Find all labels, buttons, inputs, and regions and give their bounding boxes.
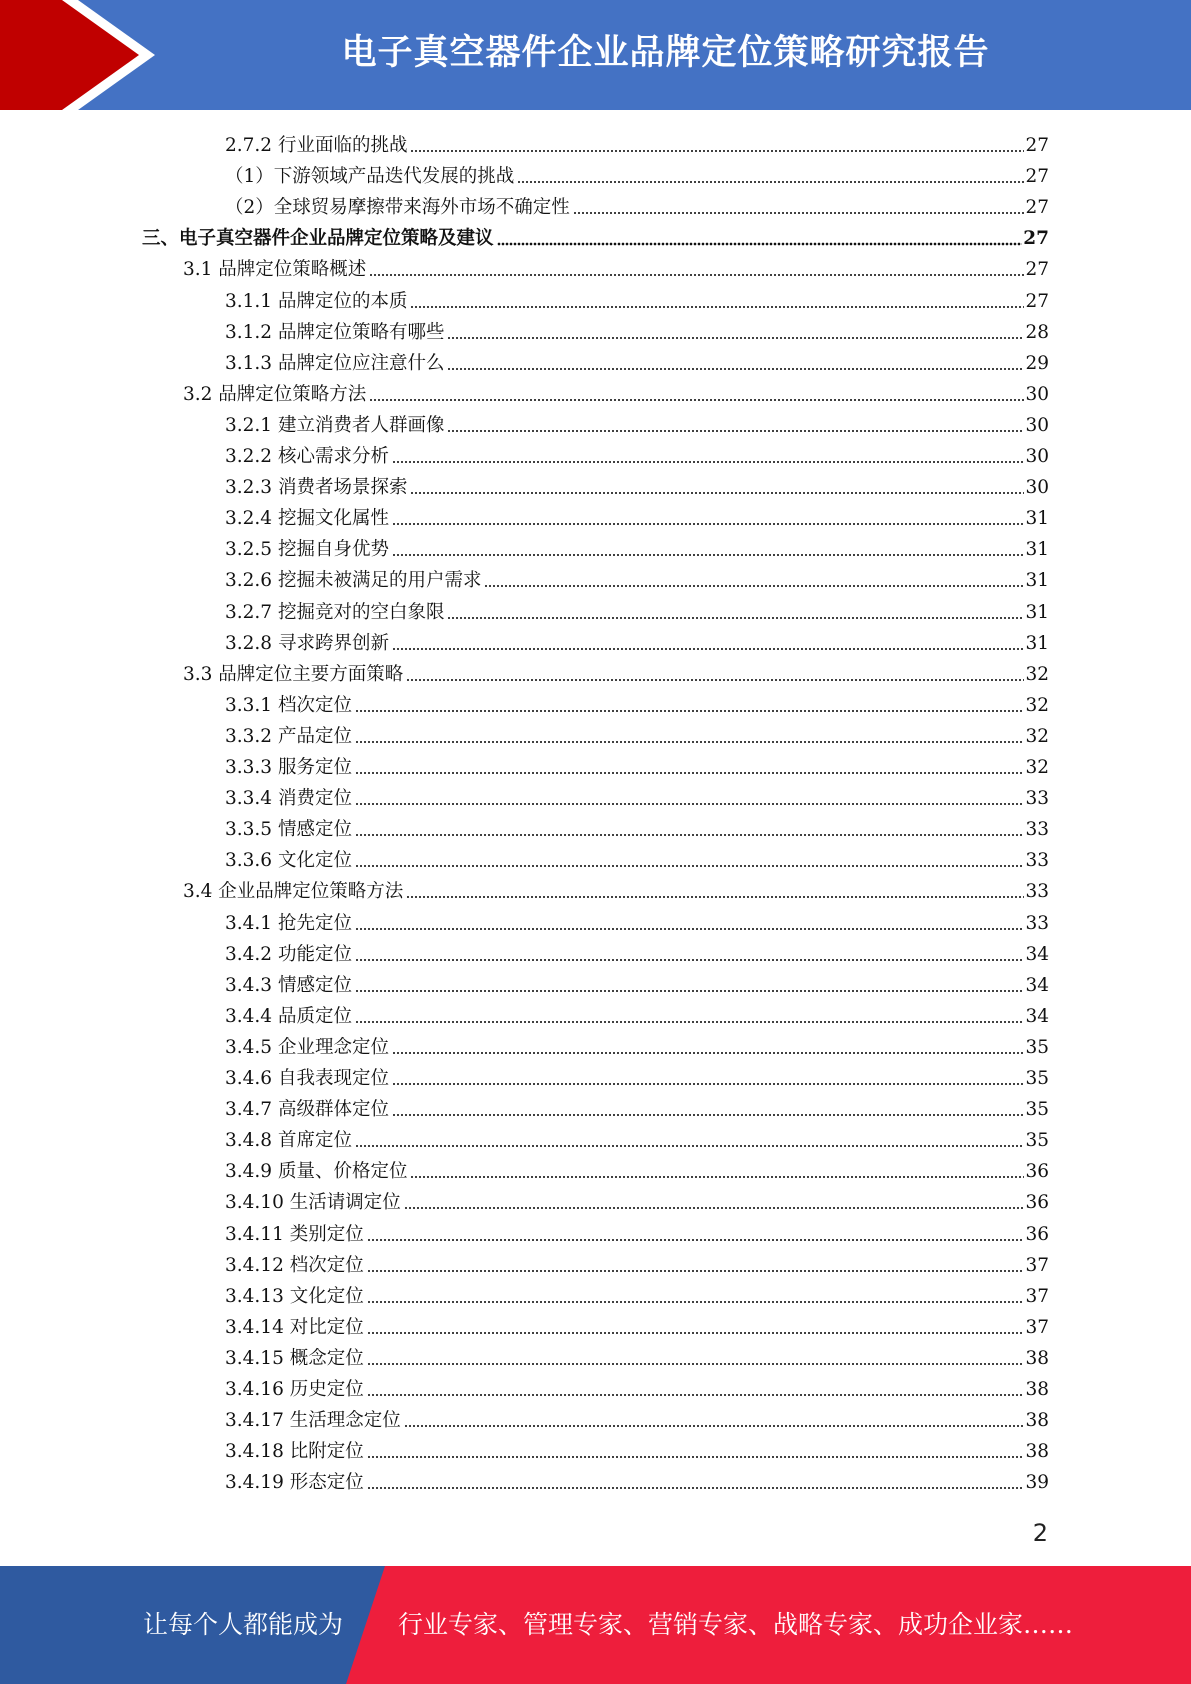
toc-entry-page: 39 <box>1025 1472 1049 1494</box>
toc-dot-leader <box>367 1267 1025 1273</box>
toc-dot-leader <box>355 707 1025 713</box>
toc-dot-leader <box>392 1049 1024 1055</box>
footer-slogan-right: 行业专家、管理专家、营销专家、战略专家、成功企业家…… <box>398 1610 1074 1639</box>
toc-entry-page: 32 <box>1025 663 1049 685</box>
toc-dot-leader <box>497 240 1023 246</box>
toc-dot-leader <box>410 489 1024 495</box>
toc-entry[interactable] <box>225 562 1049 593</box>
toc-dot-leader <box>447 334 1024 340</box>
toc-entry-page: 35 <box>1025 1068 1049 1089</box>
toc-dot-leader <box>392 520 1024 526</box>
toc-entry-label: 3.3 品牌定位主要方面策略 <box>183 663 404 685</box>
toc-entry-page: 34 <box>1025 1005 1049 1027</box>
toc-entry-page: 27 <box>1025 259 1049 281</box>
toc-entry-label: 3.4.9 质量、价格定位 <box>225 1161 408 1183</box>
toc-dot-leader <box>447 365 1024 371</box>
toc-dot-leader <box>367 1298 1025 1304</box>
toc-dot-leader <box>404 1204 1025 1210</box>
toc-entry-page: 36 <box>1025 1192 1049 1214</box>
toc-entry-page: 30 <box>1025 477 1049 499</box>
toc-entry-page: 30 <box>1025 383 1049 405</box>
toc-entry[interactable] <box>225 1309 1049 1340</box>
footer-slogan-left: 让每个人都能成为 <box>143 1610 344 1639</box>
toc-entry-label: 3.2 品牌定位策略方法 <box>183 383 367 405</box>
toc-entry-page: 35 <box>1025 1099 1049 1121</box>
toc-entry[interactable] <box>225 1122 1049 1153</box>
toc-dot-leader <box>392 645 1024 651</box>
toc-entry-page: 33 <box>1025 912 1049 934</box>
toc-entry[interactable] <box>225 1340 1049 1371</box>
toc-entry-page: 31 <box>1025 508 1049 530</box>
toc-dot-leader <box>367 1236 1025 1242</box>
toc-entry-label: 3.3.3 服务定位 <box>225 757 352 778</box>
toc-entry[interactable] <box>225 345 1049 376</box>
toc-entry-label: （1）下游领域产品迭代发展的挑战 <box>225 166 515 188</box>
toc-entry-label: 3.4.7 高级群体定位 <box>225 1099 389 1121</box>
toc-entry-label: 3.4 企业品牌定位策略方法 <box>183 881 404 903</box>
toc-entry-page: 33 <box>1025 850 1049 872</box>
toc-entry[interactable] <box>225 1278 1049 1309</box>
toc-entry-label: 3.2.1 建立消费者人群画像 <box>225 414 445 436</box>
toc-entry-page: 27 <box>1025 197 1049 219</box>
toc-entry[interactable] <box>225 967 1049 998</box>
toc-dot-leader <box>447 614 1024 620</box>
toc-entry-label: 3.4.12 档次定位 <box>225 1254 364 1276</box>
toc-entry[interactable] <box>225 905 1049 936</box>
toc-entry[interactable] <box>142 220 1049 251</box>
toc-entry[interactable] <box>225 1433 1049 1464</box>
toc-entry[interactable] <box>225 1402 1049 1433</box>
toc-entry-page: 32 <box>1025 694 1049 716</box>
toc-entry[interactable] <box>225 500 1049 531</box>
toc-entry[interactable] <box>225 1153 1049 1184</box>
toc-entry-page: 36 <box>1025 1161 1049 1183</box>
toc-entry-label: 3.2.3 消费者场景探索 <box>225 477 408 499</box>
toc-entry[interactable] <box>183 873 1049 904</box>
toc-entry-page: 32 <box>1025 725 1049 747</box>
toc-entry-label: 3.3.4 消费定位 <box>225 788 352 810</box>
toc-dot-leader <box>355 862 1025 868</box>
toc-dot-leader <box>369 271 1024 277</box>
toc-entry-label: 3.1.1 品牌定位的本质 <box>225 290 408 312</box>
toc-entry-label: 3.3.6 文化定位 <box>225 850 352 872</box>
toc-entry[interactable] <box>225 998 1049 1029</box>
toc-entry[interactable] <box>225 811 1049 842</box>
toc-entry-label: 3.2.2 核心需求分析 <box>225 446 389 467</box>
toc-entry-label: 3.4.13 文化定位 <box>225 1285 364 1307</box>
toc-entry-page: 30 <box>1025 446 1049 467</box>
toc-entry-page: 38 <box>1025 1379 1049 1400</box>
toc-entry[interactable] <box>225 718 1049 749</box>
toc-entry-label: 3.4.17 生活理念定位 <box>225 1410 401 1432</box>
toc-dot-leader <box>355 769 1025 775</box>
toc-entry-label: 3.4.10 生活请调定位 <box>225 1192 401 1214</box>
toc-entry-page: 34 <box>1025 974 1049 996</box>
toc-entry[interactable] <box>225 1464 1049 1495</box>
toc-entry-page: 32 <box>1025 757 1049 778</box>
toc-entry-page: 31 <box>1025 539 1049 561</box>
toc-dot-leader <box>367 1360 1025 1366</box>
toc-dot-leader <box>369 396 1024 402</box>
toc-dot-leader <box>355 1018 1025 1024</box>
toc-entry[interactable] <box>225 625 1049 656</box>
toc-entry-page: 36 <box>1025 1223 1049 1245</box>
toc-entry[interactable] <box>225 469 1049 500</box>
toc-entry[interactable] <box>225 314 1049 345</box>
toc-dot-leader <box>367 1391 1025 1397</box>
toc-entry-label: 3.1 品牌定位策略概述 <box>183 259 367 281</box>
toc-dot-leader <box>410 303 1024 309</box>
toc-entry-page: 31 <box>1025 570 1049 592</box>
toc-entry-page: 37 <box>1025 1254 1049 1276</box>
toc-entry[interactable] <box>225 189 1049 220</box>
toc-entry[interactable] <box>225 936 1049 967</box>
toc-entry-page: 31 <box>1025 632 1049 654</box>
toc-entry-label: 3.2.6 挖掘未被满足的用户需求 <box>225 570 482 592</box>
toc-entry-label: 3.4.6 自我表现定位 <box>225 1068 389 1089</box>
toc-entry[interactable] <box>225 1060 1049 1091</box>
toc-entry[interactable] <box>225 780 1049 811</box>
toc-dot-leader <box>392 551 1024 557</box>
toc-entry-label: 3.4.18 比附定位 <box>225 1441 364 1463</box>
toc-entry[interactable] <box>225 1247 1049 1278</box>
toc-entry[interactable] <box>225 158 1049 189</box>
toc-entry-page: 27 <box>1025 135 1049 156</box>
toc-entry-page: 38 <box>1025 1410 1049 1432</box>
toc-entry-label: 3.4.8 首席定位 <box>225 1130 352 1152</box>
toc-dot-leader <box>392 1111 1024 1117</box>
toc-entry-label: 3.3.1 档次定位 <box>225 694 352 716</box>
toc-entry-label: 3.4.4 品质定位 <box>225 1005 352 1027</box>
toc-entry-label: 3.4.15 概念定位 <box>225 1347 364 1369</box>
toc-entry-label: 2.7.2 行业面临的挑战 <box>225 135 408 156</box>
toc-dot-leader <box>355 831 1025 837</box>
toc-entry[interactable] <box>225 687 1049 718</box>
toc-entry-page: 27 <box>1025 290 1049 312</box>
toc-entry-page: 29 <box>1025 352 1049 374</box>
toc-entry-label: 3.1.2 品牌定位策略有哪些 <box>225 321 445 343</box>
toc-dot-leader <box>404 1422 1025 1428</box>
toc-entry-page: 27 <box>1025 166 1049 188</box>
toc-dot-leader <box>355 925 1025 931</box>
toc-entry-page: 35 <box>1025 1036 1049 1058</box>
toc-dot-leader <box>355 738 1025 744</box>
toc-entry-page: 33 <box>1025 788 1049 810</box>
toc-entry-page: 33 <box>1025 881 1049 903</box>
toc-entry-label: 3.2.7 挖掘竞对的空白象限 <box>225 601 445 623</box>
toc-entry[interactable] <box>225 842 1049 873</box>
toc-dot-leader <box>355 987 1025 993</box>
toc-entry[interactable] <box>225 1216 1049 1247</box>
toc-entry-label: 3.4.3 情感定位 <box>225 974 352 996</box>
toc-entry[interactable] <box>225 407 1049 438</box>
toc-entry-page: 30 <box>1025 414 1049 436</box>
toc-entry-label: 3.3.2 产品定位 <box>225 725 352 747</box>
toc-entry[interactable] <box>225 127 1049 158</box>
toc-dot-leader <box>367 1453 1025 1459</box>
toc-entry[interactable] <box>225 594 1049 625</box>
toc-dot-leader <box>392 458 1024 464</box>
toc-dot-leader <box>355 1142 1025 1148</box>
toc-entry-label: 3.1.3 品牌定位应注意什么 <box>225 352 445 374</box>
toc-dot-leader <box>447 427 1024 433</box>
toc-entry-label: 3.4.19 形态定位 <box>225 1472 364 1494</box>
toc-entry-label: 3.4.1 抢先定位 <box>225 912 352 934</box>
toc-dot-leader <box>410 147 1024 153</box>
page-footer <box>0 1566 1191 1684</box>
toc-entry[interactable] <box>225 1184 1049 1215</box>
toc-dot-leader <box>355 800 1025 806</box>
toc-entry-label: 3.2.8 寻求跨界创新 <box>225 632 389 654</box>
toc-entry-label: 3.2.4 挖掘文化属性 <box>225 508 389 530</box>
toc-entry[interactable] <box>225 1091 1049 1122</box>
toc-entry-page: 27 <box>1023 228 1049 250</box>
toc-entry[interactable] <box>225 283 1049 314</box>
toc-entry-page: 38 <box>1025 1347 1049 1369</box>
page-number: 2 <box>1032 1519 1048 1547</box>
toc-dot-leader <box>573 209 1025 215</box>
toc-dot-leader <box>367 1484 1025 1490</box>
toc-entry-page: 37 <box>1025 1285 1049 1307</box>
toc-entry[interactable] <box>225 531 1049 562</box>
toc-entry-label: 3.4.5 企业理念定位 <box>225 1036 389 1058</box>
toc-dot-leader <box>410 1173 1024 1179</box>
toc-entry[interactable] <box>225 749 1049 780</box>
toc-entry-page: 33 <box>1025 819 1049 841</box>
toc-entry[interactable] <box>225 1371 1049 1402</box>
toc-entry-label: 3.3.5 情感定位 <box>225 819 352 841</box>
toc-entry-label: 3.4.14 对比定位 <box>225 1316 364 1338</box>
toc-entry[interactable] <box>183 376 1049 407</box>
toc-entry-label: 3.4.16 历史定位 <box>225 1379 364 1400</box>
toc-entry-label: 3.2.5 挖掘自身优势 <box>225 539 389 561</box>
toc-entry-page: 31 <box>1025 601 1049 623</box>
toc-entry-page: 37 <box>1025 1316 1049 1338</box>
toc-dot-leader <box>367 1329 1025 1335</box>
toc-entry-page: 35 <box>1025 1130 1049 1152</box>
toc-dot-leader <box>355 956 1025 962</box>
toc-entry[interactable] <box>225 438 1049 469</box>
toc-entry-label: （2）全球贸易摩擦带来海外市场不确定性 <box>225 197 570 219</box>
report-title: 电子真空器件企业品牌定位策略研究报告 <box>341 33 990 73</box>
toc-dot-leader <box>406 676 1024 682</box>
toc-entry-label: 三、电子真空器件企业品牌定位策略及建议 <box>142 228 494 250</box>
header-red-arrow <box>0 0 145 110</box>
toc-entry-label: 3.4.11 类别定位 <box>225 1223 364 1245</box>
toc-entry-page: 38 <box>1025 1441 1049 1463</box>
toc-entry[interactable] <box>225 1029 1049 1060</box>
toc-dot-leader <box>517 178 1024 184</box>
toc-dot-leader <box>392 1080 1024 1086</box>
toc-dot-leader <box>484 582 1024 588</box>
toc-entry[interactable] <box>183 656 1049 687</box>
toc-dot-leader <box>406 893 1024 899</box>
toc-entry-label: 3.4.2 功能定位 <box>225 943 352 965</box>
toc-entry-page: 34 <box>1025 943 1049 965</box>
page-header <box>0 0 1191 110</box>
toc-entry[interactable] <box>183 251 1049 282</box>
toc-entry-page: 28 <box>1025 321 1049 343</box>
